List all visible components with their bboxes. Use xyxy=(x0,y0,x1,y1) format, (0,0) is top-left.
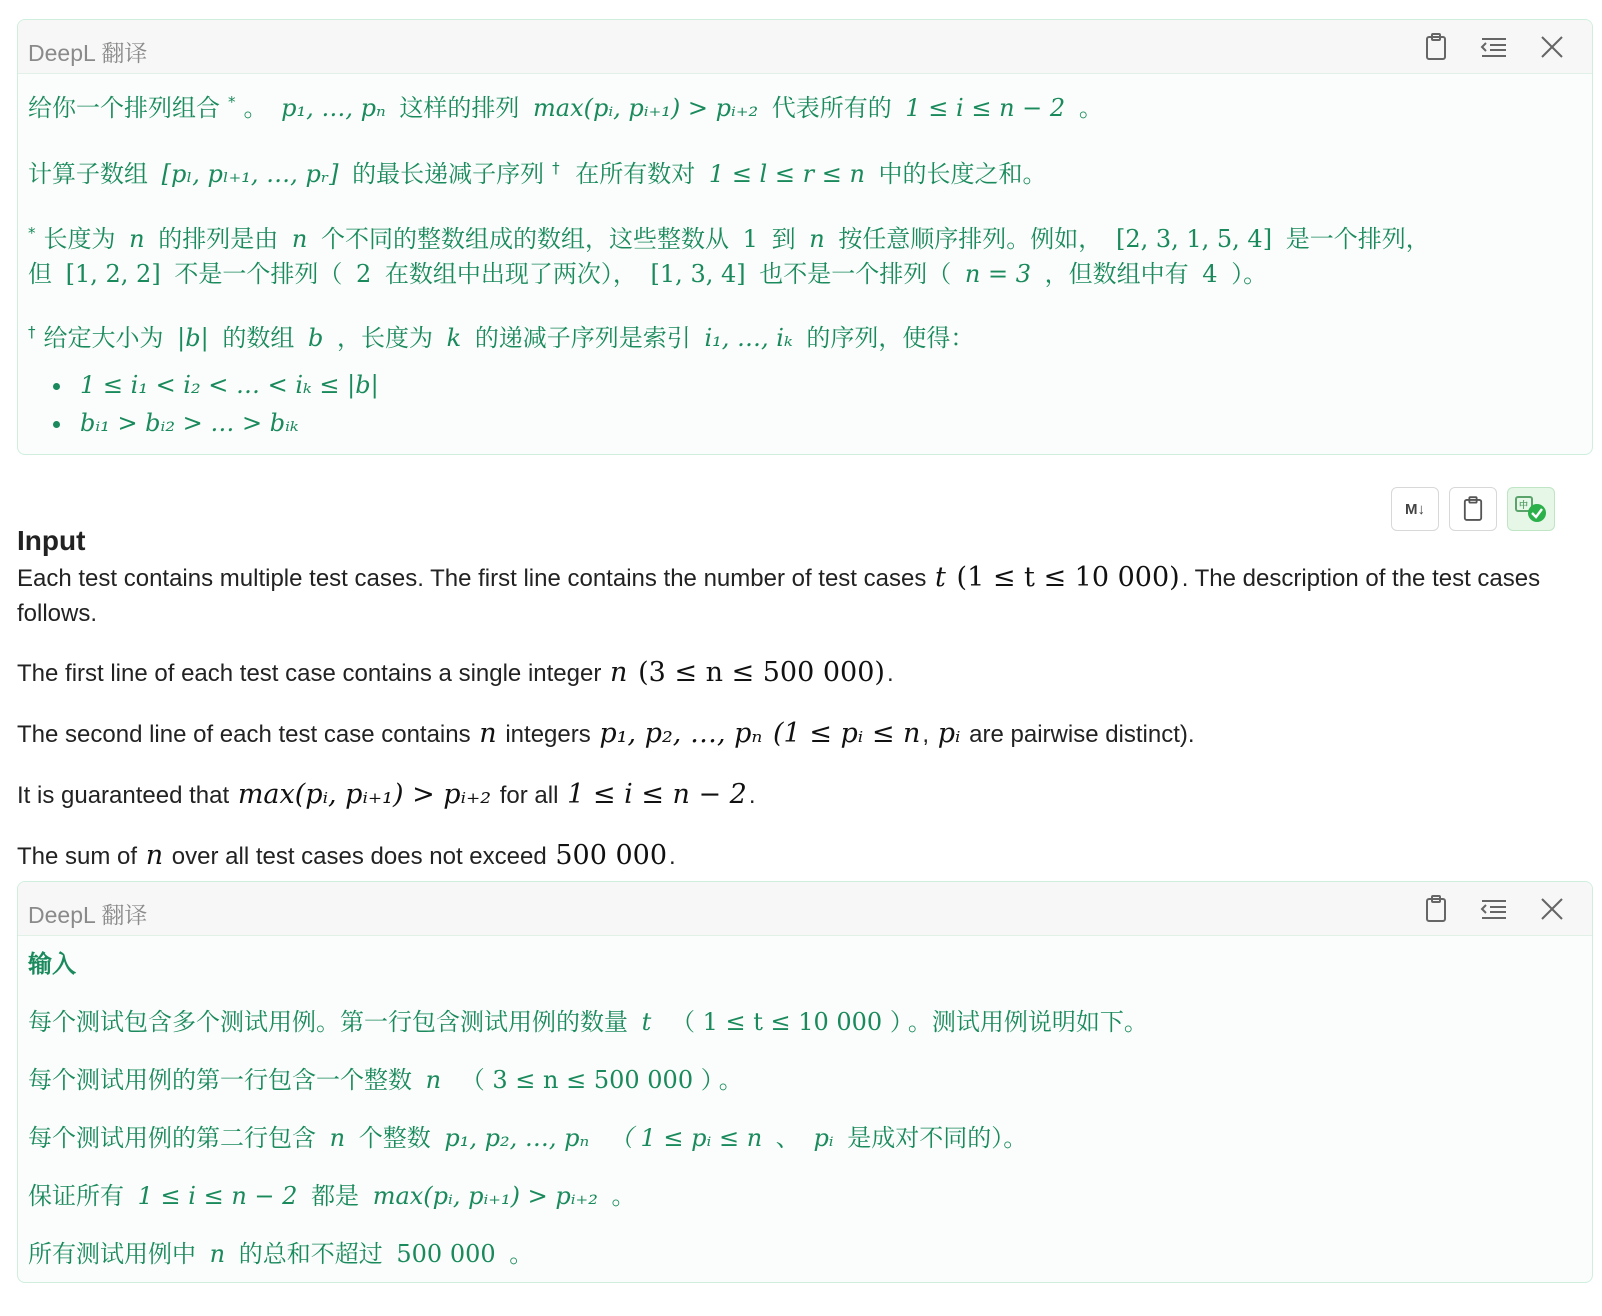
text: 输入 xyxy=(28,950,76,978)
text: 是成对不同的）。 xyxy=(847,1124,1028,1152)
section-heading: Input xyxy=(17,525,86,556)
math: n xyxy=(209,1240,226,1268)
paragraph xyxy=(17,716,1577,752)
input-section xyxy=(17,525,1577,874)
text: 每个测试用例的第二行包含 xyxy=(28,1124,316,1152)
text: ，长度为 xyxy=(336,324,433,352)
math: (3 ≤ n ≤ 500 000) xyxy=(638,657,885,688)
text: over all test cases does not exceed xyxy=(171,843,547,870)
text: . xyxy=(669,843,676,870)
math: 1 xyxy=(742,225,758,253)
translation-panel-top xyxy=(17,19,1593,455)
footnote-mark: * xyxy=(228,93,236,111)
math: （ 3 ≤ n ≤ 500 000 ） xyxy=(460,1066,713,1094)
paragraph xyxy=(17,655,1577,691)
text: The second line of each test case contains xyxy=(17,721,471,748)
math: p₁, p₂, …, pₙ xyxy=(444,1124,590,1152)
list-item xyxy=(74,404,1582,442)
clipboard-icon xyxy=(1463,496,1483,522)
markdown-icon: M↓ xyxy=(1405,500,1425,518)
math: n xyxy=(809,225,825,253)
math: n xyxy=(291,225,308,253)
math: (1 ≤ t ≤ 10 000) xyxy=(956,562,1180,593)
clipboard-icon[interactable] xyxy=(1418,30,1454,64)
math: b xyxy=(307,324,324,352)
list-item xyxy=(74,366,1582,404)
math: 500 000 xyxy=(555,840,667,871)
translate-check-icon xyxy=(1514,494,1548,524)
translation-panel-body xyxy=(18,936,1592,1283)
text: The first line of each test case contains a single integer xyxy=(17,660,602,687)
text: 中的长度之和。 xyxy=(878,160,1047,188)
close-icon[interactable] xyxy=(1534,892,1570,926)
translation-panel-header xyxy=(18,20,1592,74)
translation-panel-title: DeepL 翻译 xyxy=(28,902,148,928)
text: Each test contains multiple test cases. The first line contains the number of test cases xyxy=(17,565,927,592)
text: 都是 xyxy=(311,1182,360,1210)
text: 的序列，使得： xyxy=(806,324,975,352)
math: （ 1 ≤ t ≤ 10 000 ） xyxy=(670,1008,902,1036)
text: . The description of the test cases follows. xyxy=(17,565,1541,627)
text: It is guaranteed that xyxy=(17,782,230,809)
text: 的数组 xyxy=(222,324,295,352)
text: . xyxy=(748,782,756,809)
math: 500 000 xyxy=(396,1240,496,1268)
math: [2, 3, 1, 5, 4] xyxy=(1115,225,1273,253)
text: integers xyxy=(505,721,591,748)
text: 长度为 xyxy=(43,225,116,253)
translation-line xyxy=(28,1236,1582,1272)
text: 代表所有的 xyxy=(771,94,892,122)
math: 1 ≤ i ≤ n − 2 xyxy=(137,1182,298,1210)
math: pᵢ xyxy=(937,718,961,749)
footnote-permutation xyxy=(28,216,1582,292)
translation-line xyxy=(28,1062,1582,1098)
math: n xyxy=(329,1124,346,1152)
translation-line xyxy=(28,1004,1582,1040)
math: t xyxy=(641,1008,652,1036)
text: . xyxy=(886,660,894,687)
text: 给定大小为 xyxy=(43,324,164,352)
text: 。 xyxy=(718,1066,743,1094)
text: 计算子数组 xyxy=(28,160,148,188)
text: 每个测试包含多个测试用例。第一行包含测试用例的数量 xyxy=(28,1008,628,1036)
math: 1 ≤ i₁ < i₂ < … < iₖ ≤ |b| xyxy=(80,371,379,399)
text: , xyxy=(922,721,930,748)
text: 个整数 xyxy=(358,1124,431,1152)
text: 按任意顺序排列。例如， xyxy=(838,225,1103,253)
paragraph xyxy=(17,560,1577,631)
text: 。测试用例说明如下。 xyxy=(907,1008,1148,1036)
math: 1 ≤ l ≤ r ≤ n xyxy=(708,160,865,188)
text: 在数组中出现了两次）， xyxy=(384,260,637,288)
math: i₁, …, iₖ xyxy=(704,324,793,352)
collapse-list-icon[interactable] xyxy=(1476,30,1512,64)
text: ，但数组中有 xyxy=(1044,260,1189,288)
math: 2 xyxy=(355,260,372,288)
paragraph xyxy=(17,777,1577,813)
footnote-subsequence xyxy=(28,314,1582,356)
footnote-mark: † xyxy=(28,323,36,341)
math: n xyxy=(610,657,628,688)
math: n = 3 xyxy=(964,260,1031,288)
math: 4 xyxy=(1202,260,1218,288)
math: 1 ≤ i ≤ n − 2 xyxy=(905,94,1066,122)
text: The sum of xyxy=(17,843,138,870)
text: 这样的排列 xyxy=(399,94,520,122)
text: 是一个排列， xyxy=(1285,225,1430,253)
math: bᵢ₁ > bᵢ₂ > … > bᵢₖ xyxy=(80,409,299,437)
footnote-mark: * xyxy=(28,224,36,242)
translated-heading xyxy=(28,946,1582,982)
translation-panel-bottom xyxy=(17,881,1593,1283)
text: 。 xyxy=(611,1182,636,1210)
text: 的排列是由 xyxy=(158,225,279,253)
math: (1 ≤ pᵢ ≤ n xyxy=(773,718,921,749)
math: [1, 2, 2] xyxy=(65,260,161,288)
text: 个不同的整数组成的数组，这些整数从 xyxy=(321,225,729,253)
condition-list xyxy=(28,366,1582,442)
text: 。 xyxy=(509,1240,534,1268)
text: 的总和不超过 xyxy=(238,1240,383,1268)
paragraph xyxy=(17,838,1577,874)
math: t xyxy=(935,562,946,593)
translation-line xyxy=(28,1178,1582,1214)
text: 所有测试用例中 xyxy=(28,1240,196,1268)
text: 的递减子序列是索引 xyxy=(474,324,691,352)
translation-panel-body xyxy=(18,74,1592,454)
math: pᵢ xyxy=(813,1124,834,1152)
math: max(pᵢ, pᵢ₊₁) > pᵢ₊₂ xyxy=(533,94,759,122)
translation-line xyxy=(28,84,1582,126)
math: p₁, …, pₙ xyxy=(281,94,386,122)
math: n xyxy=(479,718,497,749)
math: k xyxy=(446,324,462,352)
text: 的最长递减子序列 xyxy=(352,160,545,188)
math: （ 1 ≤ pᵢ ≤ n xyxy=(608,1124,763,1152)
math: n xyxy=(145,840,164,871)
translation-panel-header xyxy=(18,882,1592,936)
math: [pₗ, pₗ₊₁, …, pᵣ] xyxy=(161,160,339,188)
translation-line xyxy=(28,1120,1582,1156)
text: 不是一个排列（ xyxy=(174,260,343,288)
math: [1, 3, 4] xyxy=(650,260,746,288)
translation-panel-title: DeepL 翻译 xyxy=(28,40,148,66)
math: p₁, p₂, …, pₙ xyxy=(599,718,763,749)
text: are pairwise distinct). xyxy=(969,721,1195,748)
text: ）。 xyxy=(1231,260,1268,288)
collapse-list-icon[interactable] xyxy=(1476,892,1512,926)
footnote-mark: † xyxy=(552,159,560,177)
text: 给你一个排列组合 xyxy=(28,94,220,122)
math: max(pᵢ, pᵢ₊₁) > pᵢ₊₂ xyxy=(372,1182,598,1210)
text: 但 xyxy=(28,260,52,288)
text: 。 xyxy=(1078,94,1103,122)
text: 、 xyxy=(775,1124,800,1152)
text: 保证所有 xyxy=(28,1182,124,1210)
close-icon[interactable] xyxy=(1534,30,1570,64)
text: 每个测试用例的第一行包含一个整数 xyxy=(28,1066,412,1094)
text: for all xyxy=(499,782,559,809)
math: 1 ≤ i ≤ n − 2 xyxy=(567,779,747,810)
text: 。 xyxy=(243,94,268,122)
math: n xyxy=(425,1066,442,1094)
clipboard-icon[interactable] xyxy=(1418,892,1454,926)
svg-text:中: 中 xyxy=(1519,501,1529,511)
math: n xyxy=(129,225,145,253)
text: 在所有数对 xyxy=(575,160,696,188)
text: 也不是一个排列（ xyxy=(759,260,952,288)
math: |b| xyxy=(177,324,209,352)
text: 到 xyxy=(771,225,796,253)
translation-line xyxy=(28,150,1582,192)
math: max(pᵢ, pᵢ₊₁) > pᵢ₊₂ xyxy=(237,779,492,810)
